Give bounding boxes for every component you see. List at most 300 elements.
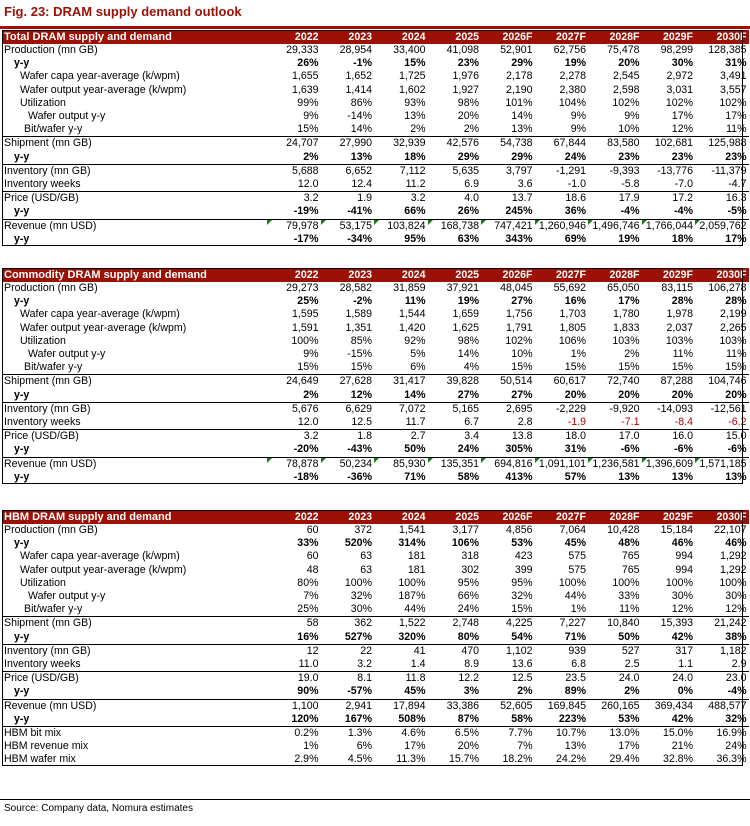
table-cell: 1,182	[695, 644, 749, 658]
table-cell: 13.8	[481, 430, 535, 444]
table-cell: 100%	[665, 576, 693, 589]
table-cell: 2%	[517, 685, 533, 698]
table-cell: 106%	[451, 537, 479, 550]
year-header: 2030F	[695, 268, 749, 282]
table-cell: 11.8	[374, 672, 428, 686]
table-cell: 4%	[463, 361, 479, 374]
table-cell: 62,756	[553, 44, 586, 56]
table-cell: 25%	[297, 295, 319, 308]
table-cell: 23%	[671, 150, 693, 163]
table-cell: 13%	[671, 470, 693, 483]
table-cell: 9%	[570, 123, 586, 136]
table-cell: 1.9	[321, 192, 375, 206]
table-cell: 60	[306, 524, 319, 536]
table-cell: 1,725	[398, 70, 426, 83]
table-cell: 67,844	[535, 137, 589, 151]
table-cell: 12.5	[351, 416, 372, 429]
table-cell: 15.0	[695, 430, 749, 444]
row-label: y-y	[14, 630, 30, 643]
table-row	[2, 457, 749, 471]
table-cell: 16.0	[642, 430, 696, 444]
table-cell: 11.2	[405, 178, 426, 191]
table-cell: 488,577	[695, 699, 749, 713]
table-cell: 18%	[404, 150, 426, 163]
row-label: y-y	[14, 470, 30, 483]
table-cell: -18%	[293, 470, 319, 483]
table-cell: 3.6	[517, 178, 533, 191]
table-cell: 12%	[671, 603, 693, 616]
table-cell: 24.0	[642, 672, 696, 686]
table-cell: 103%	[612, 334, 640, 347]
table-cell: 12%	[671, 123, 693, 136]
row-label: Inventory (mn GB)	[2, 402, 267, 416]
table-cell: 5%	[410, 348, 426, 361]
table-cell: 7%	[303, 590, 319, 603]
table-cell: 32.8%	[662, 753, 693, 766]
table-cell: 314%	[398, 537, 426, 550]
table-cell: 24%	[725, 740, 747, 753]
row-label: y-y	[14, 232, 30, 245]
table-cell: -15%	[347, 348, 372, 361]
table-row	[2, 137, 749, 151]
table-cell: 20%	[457, 110, 479, 123]
table-cell: 508%	[398, 712, 426, 725]
table-cell: 15%	[297, 361, 319, 374]
table-cell: 3.2	[374, 192, 428, 206]
table-cell: 53%	[618, 712, 640, 725]
table-cell: 10%	[511, 348, 533, 361]
table-cell: 28%	[725, 295, 747, 308]
table-row	[2, 97, 749, 110]
table-cell: 53%	[511, 537, 533, 550]
table-cell: 31,859	[393, 282, 426, 294]
table-row	[2, 84, 749, 97]
table-cell: 48	[306, 563, 319, 576]
table-row	[2, 205, 749, 219]
table-cell: 33,386	[428, 699, 482, 713]
table-cell: 6.8	[571, 658, 586, 671]
table-cell: 98,299	[660, 44, 693, 56]
table-cell: -5.8	[621, 178, 640, 191]
table-cell: 2%	[303, 388, 319, 401]
table-cell: 3.4	[428, 430, 482, 444]
table-cell: 11.3%	[396, 753, 426, 766]
table-cell: 15%	[297, 123, 319, 136]
table-row	[2, 57, 749, 70]
table-header-row	[2, 510, 749, 524]
year-header: 2024	[374, 30, 428, 44]
table-cell: 28,954	[339, 44, 372, 56]
table-cell: -17%	[293, 232, 319, 245]
table-cell: 29.4%	[609, 753, 640, 766]
table-row	[2, 713, 749, 727]
row-label: HBM bit mix	[2, 727, 267, 741]
table-cell: 1,976	[452, 70, 479, 83]
table-cell: -34%	[347, 232, 372, 245]
table-cell: 90%	[297, 685, 319, 698]
table-cell: 17.9	[588, 192, 642, 206]
table-cell: 14%	[404, 388, 426, 401]
table-cell: 12%	[350, 388, 372, 401]
section-title: HBM DRAM supply and demand	[2, 510, 267, 524]
table-cell: 1,978	[666, 308, 693, 321]
table-cell: 33%	[297, 537, 319, 550]
table-cell: 1.1	[678, 658, 693, 671]
table-cell: 41,098	[446, 44, 479, 56]
table-row	[2, 308, 749, 321]
table-cell: 343%	[505, 232, 533, 245]
year-header: 2022	[267, 30, 321, 44]
year-header: 2026F	[481, 30, 535, 44]
table-row	[2, 524, 749, 537]
table-cell: 10.7%	[535, 727, 589, 741]
table-cell: 3,177	[452, 524, 479, 536]
row-label: y-y	[14, 295, 30, 308]
table-cell: 2,265	[719, 321, 747, 334]
table-cell: 187%	[398, 590, 426, 603]
table-cell: 15%	[350, 361, 372, 374]
table-cell: 1,805	[559, 321, 586, 334]
table-cell: 11.7	[405, 416, 426, 429]
table-cell: 24%	[564, 150, 586, 163]
table-cell: 63	[360, 563, 372, 576]
table-cell: 1,655	[291, 70, 319, 83]
table-row	[2, 631, 749, 645]
table-cell: 1,102	[481, 644, 535, 658]
table-cell: 2,178	[505, 70, 533, 83]
table-cell: 102%	[719, 96, 747, 109]
table-cell: -12,561	[695, 402, 749, 416]
table-cell: 2%	[303, 150, 319, 163]
table-cell: 22,107	[714, 524, 747, 536]
table-cell: 38%	[725, 630, 747, 643]
table-cell: -1,291	[535, 164, 589, 178]
table-row	[2, 727, 749, 741]
table-cell: 0%	[677, 685, 693, 698]
table-cell: 87%	[457, 712, 479, 725]
table-cell: 10,428	[607, 524, 640, 536]
table-cell: 9%	[624, 110, 640, 123]
table-cell: 87,288	[642, 375, 696, 389]
table-cell: 13%	[350, 150, 372, 163]
table-cell: 1,756	[505, 308, 533, 321]
table-cell: 317	[642, 644, 696, 658]
table-cell: 1,659	[452, 308, 479, 321]
section-title: Commodity DRAM supply and demand	[2, 268, 267, 282]
table-header-row	[2, 268, 749, 282]
table-cell: 103%	[665, 334, 693, 347]
table-cell: 20%	[457, 740, 479, 753]
section-title: Total DRAM supply and demand	[2, 30, 267, 44]
table-cell: 57%	[564, 470, 586, 483]
table-row	[2, 233, 749, 246]
table-cell: 19%	[457, 295, 479, 308]
table-cell: 9%	[303, 348, 319, 361]
table-cell: 13%	[725, 470, 747, 483]
table-cell: 1,766,044	[642, 219, 696, 233]
row-label: y-y	[14, 150, 30, 163]
table-cell: 29%	[511, 150, 533, 163]
table-cell: 181	[407, 563, 426, 576]
table-cell: 13.7	[481, 192, 535, 206]
table-cell: 45%	[564, 537, 586, 550]
year-header: 2029F	[642, 510, 696, 524]
table-cell: 7,064	[559, 524, 586, 536]
table-cell: 3.2	[267, 192, 321, 206]
table-cell: 2,059,762	[695, 219, 749, 233]
table-cell: 6%	[356, 740, 372, 753]
table-cell: 28,582	[339, 282, 372, 294]
table-cell: 2,598	[612, 83, 640, 96]
table-cell: 13%	[511, 123, 533, 136]
table-cell: 527%	[344, 630, 372, 643]
table-cell: 13.0%	[588, 727, 642, 741]
source-note: Source: Company data, Nomura estimates	[4, 803, 193, 814]
table-cell: 765	[621, 550, 640, 563]
table-cell: 24.2%	[555, 753, 586, 766]
table-cell: 44%	[564, 590, 586, 603]
table-cell: 42%	[671, 630, 693, 643]
row-label: Wafer output y-y	[28, 110, 106, 123]
table-cell: 19%	[564, 57, 586, 70]
table-cell: 50%	[618, 630, 640, 643]
table-cell: 50%	[404, 443, 426, 456]
table-cell: 39,828	[428, 375, 482, 389]
table-cell: 16.9%	[695, 727, 749, 741]
table-cell: 1,496,746	[588, 219, 642, 233]
table-cell: 27%	[457, 388, 479, 401]
table-cell: 31%	[564, 443, 586, 456]
table-header-row	[2, 30, 749, 44]
table-cell: 12.0	[297, 416, 319, 429]
table-cell: 2,545	[612, 70, 640, 83]
table-cell: 7.7%	[481, 727, 535, 741]
table-cell: 71%	[564, 630, 586, 643]
table-cell: 1,292	[719, 550, 747, 563]
table-cell: 1,703	[559, 308, 586, 321]
table-row	[2, 361, 749, 375]
table-cell: 14%	[457, 348, 479, 361]
table-cell: -14,093	[642, 402, 696, 416]
table-cell: 3,491	[719, 70, 747, 83]
table-row	[2, 603, 749, 617]
table-cell: 2,748	[428, 617, 482, 631]
table-cell: 66%	[404, 205, 426, 218]
table-cell: 318	[461, 550, 479, 563]
table-cell: 27,990	[321, 137, 375, 151]
table-cell: 100%	[398, 576, 426, 589]
table-cell: 7,112	[374, 164, 428, 178]
row-label: Revenue (mn USD)	[2, 219, 267, 233]
table-cell: 44%	[404, 603, 426, 616]
table-cell: 4.5%	[347, 753, 372, 766]
table-cell: 6.9	[464, 178, 479, 191]
table-cell: 32%	[725, 712, 747, 725]
table-cell: 95%	[457, 576, 479, 589]
table-cell: 168,738	[428, 219, 482, 233]
row-label: Inventory weeks	[4, 178, 81, 191]
table-cell: 11%	[619, 603, 640, 616]
table-cell: 120%	[291, 712, 319, 725]
table-row	[2, 335, 749, 348]
row-label: y-y	[14, 712, 30, 725]
table-cell: 6,652	[321, 164, 375, 178]
row-label: Shipment (mn GB)	[2, 137, 267, 151]
table-cell: 1,652	[345, 70, 372, 83]
table-row	[2, 282, 749, 295]
table-cell: 89%	[564, 685, 586, 698]
table-cell: 50,234	[321, 457, 375, 471]
table-cell: 3,031	[666, 83, 693, 96]
table-cell: 33%	[618, 590, 640, 603]
table-row	[2, 577, 749, 590]
row-label: Shipment (mn GB)	[2, 617, 267, 631]
table-row	[2, 471, 749, 484]
table-cell: 1,091,101	[535, 457, 589, 471]
table-cell: 29%	[511, 57, 533, 70]
table-cell: 98%	[457, 334, 479, 347]
table-cell: 58%	[511, 712, 533, 725]
table-cell: 11%	[404, 295, 426, 308]
table-cell: 13.6	[511, 658, 533, 671]
table-cell: -7.0	[674, 178, 693, 191]
table-cell: 16%	[564, 295, 586, 308]
table-cell: 103,824	[374, 219, 428, 233]
table-cell: 1%	[303, 740, 319, 753]
figure-title: Fig. 23: DRAM supply demand outlook	[4, 4, 242, 19]
table-cell: 4,225	[481, 617, 535, 631]
row-label: Inventory (mn GB)	[2, 644, 267, 658]
table-cell: 23.5	[535, 672, 589, 686]
table-cell: 2.7	[374, 430, 428, 444]
table-cell: 6%	[410, 361, 426, 374]
table-row	[2, 740, 749, 753]
table-cell: 1,544	[398, 308, 426, 321]
table-row	[2, 590, 749, 603]
table-cell: 26%	[297, 57, 319, 70]
year-header: 2027F	[535, 30, 589, 44]
table-cell: 3.2	[357, 658, 372, 671]
table-cell: 1,292	[719, 563, 747, 576]
table-cell: 53,175	[321, 219, 375, 233]
row-label: Production (mn GB)	[4, 524, 98, 536]
table-cell: 17%	[404, 740, 426, 753]
table-cell: 305%	[505, 443, 533, 456]
row-label: Inventory weeks	[4, 416, 81, 429]
table-cell: 4,856	[505, 524, 533, 536]
table-cell: 15%	[671, 361, 693, 374]
table-cell: 1.8	[321, 430, 375, 444]
table-cell: 54%	[511, 630, 533, 643]
table-cell: 13%	[404, 110, 426, 123]
year-header: 2025	[428, 30, 482, 44]
table-cell: 372	[354, 524, 372, 536]
data-table	[2, 268, 749, 484]
table-row	[2, 699, 749, 713]
table-cell: 27,628	[321, 375, 375, 389]
table-cell: 16%	[297, 630, 319, 643]
row-label: HBM wafer mix	[4, 753, 76, 766]
table-cell: 83,580	[588, 137, 642, 151]
table-cell: 17,894	[374, 699, 428, 713]
table-cell: 575	[568, 563, 586, 576]
table-row	[2, 44, 749, 57]
row-label: Price (USD/GB)	[2, 672, 267, 686]
table-cell: 399	[514, 563, 533, 576]
table-cell: 75,478	[607, 44, 640, 56]
table-cell: 4.0	[428, 192, 482, 206]
row-label: y-y	[14, 537, 30, 550]
table-cell: 15%	[618, 361, 640, 374]
table-cell: -6%	[620, 443, 640, 456]
table-cell: 20%	[564, 388, 586, 401]
table-cell: 52,901	[500, 44, 533, 56]
table-cell: 6.5%	[428, 727, 482, 741]
year-header: 2028F	[588, 268, 642, 282]
table-cell: 41	[374, 644, 428, 658]
table-cell: 18.2%	[502, 753, 533, 766]
table-cell: 2,278	[559, 70, 586, 83]
table-cell: 9%	[570, 110, 586, 123]
table-cell: 1,522	[374, 617, 428, 631]
table-cell: -19%	[293, 205, 319, 218]
table-cell: 5,165	[428, 402, 482, 416]
table-cell: 99%	[297, 96, 319, 109]
table-cell: -6.2	[728, 416, 747, 429]
table-cell: 15%	[564, 361, 586, 374]
table-cell: 32,939	[374, 137, 428, 151]
table-cell: 104,746	[695, 375, 749, 389]
table-cell: 65,050	[607, 282, 640, 294]
table-cell: 7,227	[535, 617, 589, 631]
table-cell: 8.9	[464, 658, 479, 671]
table-cell: 470	[428, 644, 482, 658]
year-header: 2022	[267, 510, 321, 524]
year-header: 2027F	[535, 268, 589, 282]
table-cell: 71%	[404, 470, 426, 483]
year-header: 2029F	[642, 268, 696, 282]
table-cell: -6%	[727, 443, 747, 456]
table-cell: 17.0	[588, 430, 642, 444]
table-cell: 102%	[505, 334, 533, 347]
row-label: y-y	[14, 685, 30, 698]
table-cell: 2,380	[559, 83, 586, 96]
table-cell: 5,676	[267, 402, 321, 416]
row-label: Bit/wafer y-y	[24, 361, 83, 374]
table-cell: 85%	[350, 334, 372, 347]
table-cell: -2,229	[535, 402, 589, 416]
table-cell: 42%	[671, 712, 693, 725]
table-cell: -14%	[347, 110, 372, 123]
table-cell: 18.6	[535, 192, 589, 206]
table-cell: 181	[407, 550, 426, 563]
table-cell: 60,617	[535, 375, 589, 389]
row-label: Inventory weeks	[4, 658, 81, 671]
table-cell: 16.3	[695, 192, 749, 206]
table-cell: 29,273	[286, 282, 319, 294]
table-cell: 19.0	[267, 672, 321, 686]
row-label: Production (mn GB)	[4, 44, 98, 56]
table-cell: 1,833	[612, 321, 640, 334]
table-cell: 106%	[558, 334, 586, 347]
table-cell: 24%	[457, 443, 479, 456]
table-cell: 10,840	[588, 617, 642, 631]
table-cell: 23%	[725, 150, 747, 163]
table-cell: 7,072	[374, 402, 428, 416]
table-cell: 66%	[457, 590, 479, 603]
table-cell: 5,688	[267, 164, 321, 178]
table-cell: 12.5	[481, 672, 535, 686]
